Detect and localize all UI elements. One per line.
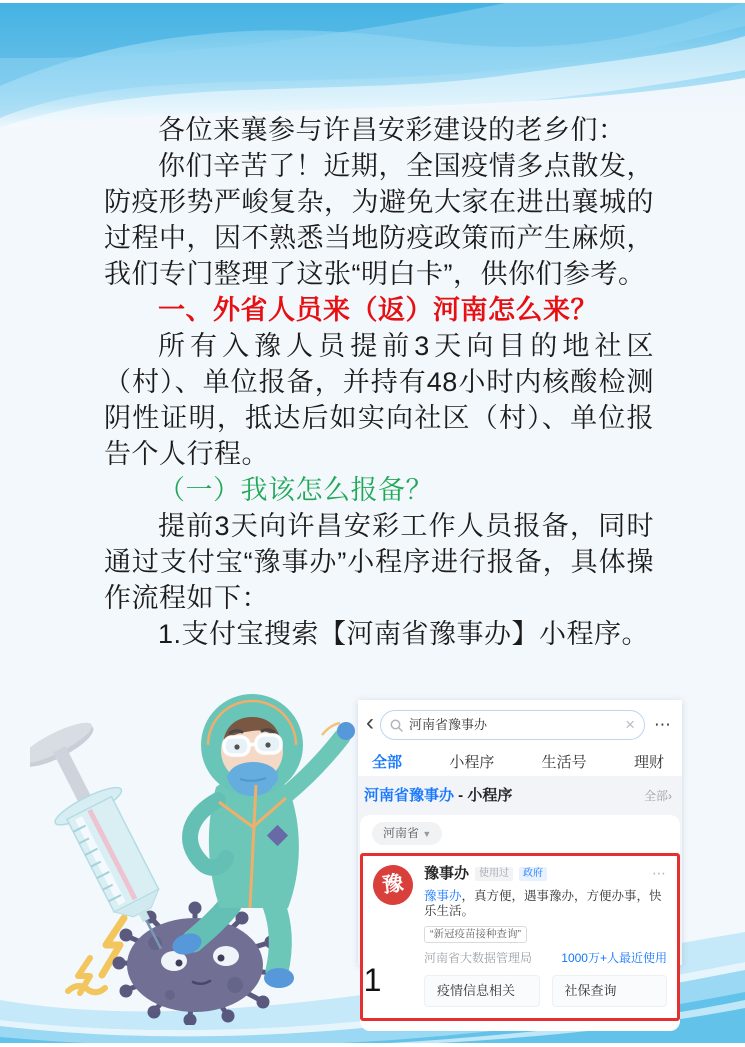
search-results-area (358, 776, 682, 998)
back-icon[interactable]: ‹ (366, 709, 374, 736)
paragraph-intro: 你们辛苦了！近期，全国疫情多点散发，防疫形势严峻复杂，为避免大家在进出襄城的过程中，因不熟悉当地防疫政策而产生麻烦，我们专门整理了这张“明白卡”，供你们参考。 (104, 151, 654, 289)
used-badge: 使用过 (475, 867, 513, 882)
government-badge: 政府 (519, 867, 547, 882)
usage-count: 1000万+人最近使用 (561, 950, 667, 965)
document-text (104, 112, 654, 652)
page-number: 1 (363, 962, 382, 998)
app-title: 豫事办 (424, 864, 470, 882)
search-query-text: 河南省豫事办 (409, 716, 488, 732)
tab-all[interactable]: 全部 (372, 754, 402, 781)
search-input[interactable] (380, 710, 645, 740)
top-wave-decoration (0, 0, 745, 128)
subsection-heading-1: （一）我该怎么报备？ (158, 475, 433, 505)
paragraph-greeting: 各位来襄参与许昌安彩建设的老乡们： (158, 115, 626, 145)
app-description: 豫事办，真方便，遇事豫办，方便办事，快乐生活。 (424, 888, 662, 919)
see-all-link[interactable]: 全部› (643, 789, 672, 803)
epidemic-info-button[interactable]: 疫情信息相关 (424, 975, 540, 1007)
social-security-button[interactable]: 社保查询 (552, 975, 668, 1007)
clear-icon[interactable]: × (625, 715, 635, 735)
alipay-search-screenshot (358, 700, 682, 998)
tab-lifestyle[interactable]: 生活号 (541, 754, 587, 771)
caret-down-icon: ▼ (422, 828, 432, 839)
paragraph-report: 提前3天向许昌安彩工作人员报备，同时通过支付宝“豫事办”小程序进行报备，具体操作流程如下： (104, 511, 654, 613)
search-icon (390, 719, 403, 732)
card-more-icon[interactable]: ⋯ (652, 865, 667, 882)
section-title: 河南省豫事办 - 小程序 (364, 787, 513, 804)
region-filter-chip[interactable]: 河南省 ▼ (372, 822, 442, 845)
paragraph-policy: 所有入豫人员提前3天向目的地社区（村）、单位报备，并持有48小时内核酸检测阴性证明，抵达后如实向社区（村）、单位报告个人行程。 (104, 331, 654, 469)
chevron-right-icon: › (668, 789, 672, 803)
provider-name: 河南省大数据管理局 (424, 950, 533, 965)
section-heading-1: 一、外省人员来（返）河南怎么来？ (158, 295, 598, 325)
section-title-link[interactable]: 河南省豫事办 (364, 787, 455, 804)
yushiban-app-icon: 豫 (370, 862, 415, 907)
paragraph-step1: 1.支付宝搜索【河南省豫事办】小程序。 (158, 619, 650, 649)
section-header (358, 776, 682, 815)
tab-miniprogram[interactable]: 小程序 (449, 754, 495, 771)
service-tag[interactable]: “新冠疫苗接种查询” (424, 926, 527, 943)
more-icon[interactable]: ⋯ (654, 715, 672, 735)
search-bar-row (358, 700, 682, 744)
tab-finance[interactable]: 理财 (633, 754, 664, 771)
